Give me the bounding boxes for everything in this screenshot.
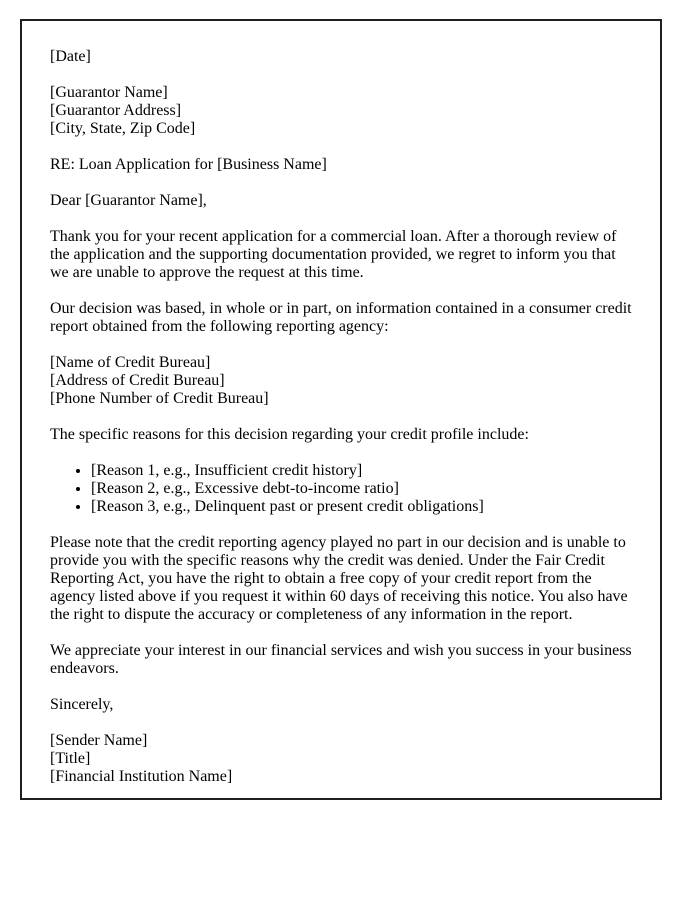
reasons-intro: The specific reasons for this decision regarding your credit profile include: <box>50 426 529 443</box>
recipient-address: [Guarantor Address] <box>50 102 182 119</box>
valediction: Sincerely, <box>50 696 114 713</box>
reason-item-1: • [Reason 1, e.g., Insufficient credit history] <box>91 462 632 480</box>
paragraph-decision: Our decision was based, in whole or in part, on information contained in a consumer credit report obtained from the following reporting agency: <box>50 300 632 335</box>
letter-body <box>22 21 660 822</box>
valediction-block <box>50 696 632 714</box>
salutation: Dear [Guarantor Name], <box>50 192 207 209</box>
paragraph-fcra-notice: Please note that the credit reporting agency played no part in our decision and is unable to provide you with the specific reasons why the credit was denied. Under the Fair Credit Reporting Act, you have the right to obtain a free copy of your credit report from the agency listed above if you request it within 60 days of receiving this notice. You also have the right to dispute the accuracy or completeness of any information in the report. <box>50 534 628 623</box>
subject-line: RE: Loan Application for [Business Name] <box>50 156 327 173</box>
signature-block <box>50 732 632 786</box>
salutation-block <box>50 192 632 210</box>
reasons-list <box>50 462 632 516</box>
paragraph-intro: Thank you for your recent application for a commercial loan. After a thorough review of the application and the supporting documentation provided, we regret to inform you that we are unable to approve the request at this time. <box>50 228 617 281</box>
signature-title: [Title] <box>50 750 91 767</box>
subject-line-block <box>50 156 632 174</box>
letter-page-frame <box>20 19 662 800</box>
signature-sender-name: [Sender Name] <box>50 732 148 749</box>
credit-bureau-phone: [Phone Number of Credit Bureau] <box>50 390 269 407</box>
recipient-city-state-zip: [City, State, Zip Code] <box>50 120 196 137</box>
credit-bureau-name: [Name of Credit Bureau] <box>50 354 211 371</box>
signature-institution: [Financial Institution Name] <box>50 768 233 785</box>
credit-bureau-block <box>50 354 632 408</box>
reason-item-3: • [Reason 3, e.g., Delinquent past or present credit obligations] <box>91 498 632 516</box>
recipient-block <box>50 84 632 138</box>
reason-item-2: • [Reason 2, e.g., Excessive debt-to-income ratio] <box>91 480 632 498</box>
credit-bureau-address: [Address of Credit Bureau] <box>50 372 225 389</box>
paragraph-closing: We appreciate your interest in our financial services and wish you success in your business endeavors. <box>50 642 632 677</box>
date-block <box>50 48 632 66</box>
recipient-name: [Guarantor Name] <box>50 84 168 101</box>
date-placeholder: [Date] <box>50 48 91 65</box>
